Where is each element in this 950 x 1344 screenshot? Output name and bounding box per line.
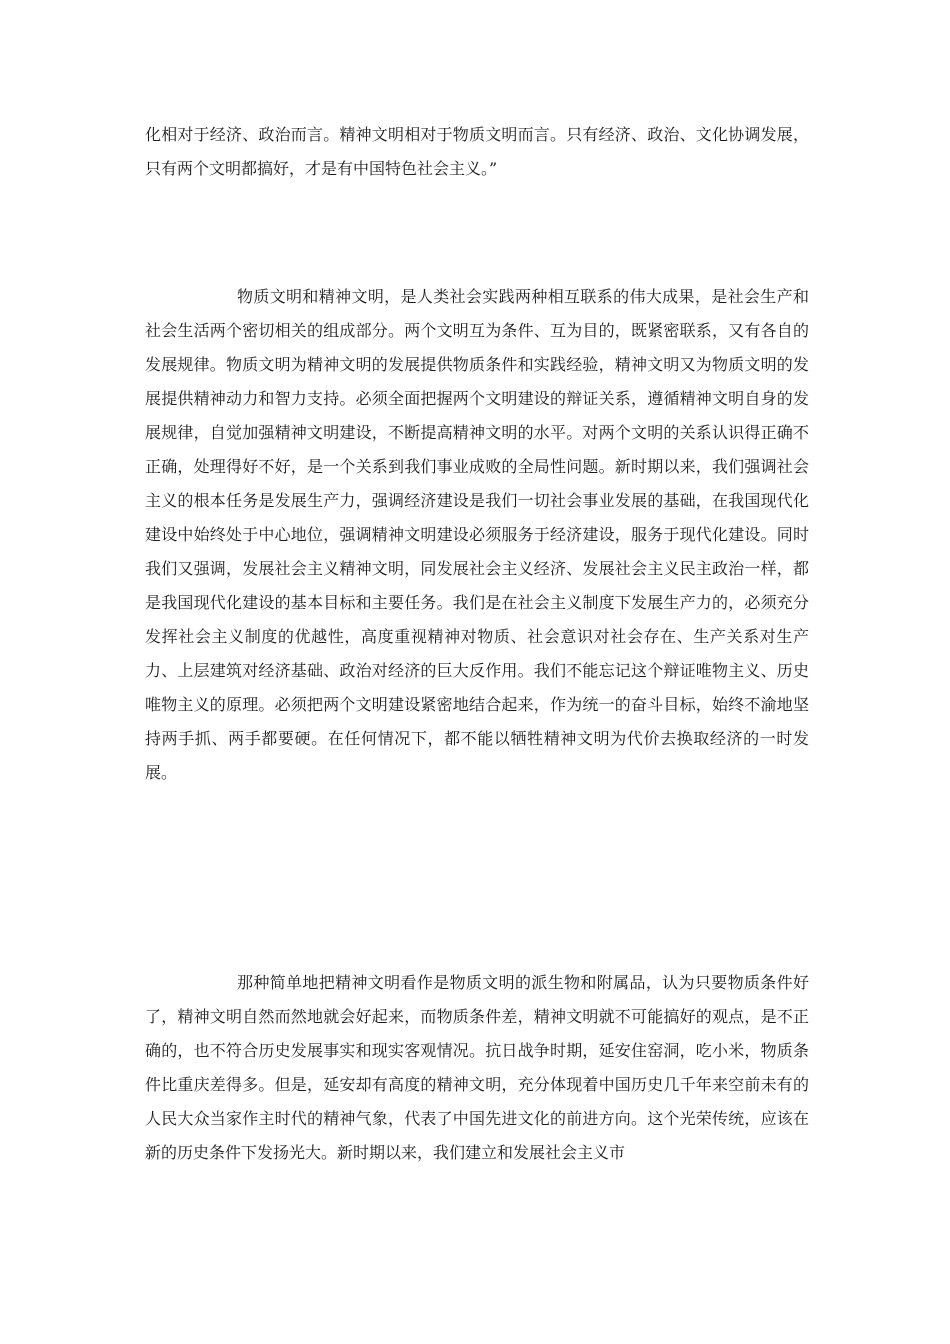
paragraph-continuation: 化相对于经济、政治而言。精神文明相对于物质文明而言。只有经济、政治、文化协调发展，只有两个文明都搞好，才是有中国特色社会主义。” — [145, 125, 809, 178]
paragraph-material-spiritual-civilization: 物质文明和精神文明，是人类社会实践两种相互联系的伟大成果，是社会生产和社会生活两个密切相关的组成部分。两个文明互为条件、互为目的，既紧密联系，又有各自的发展规律。物质文明为精神文明的发展提供物质条件和实践经验，精神文明又为物质文明的发展提供精神动力和智力支持。必须全面把握两个文明建设的辩证关系，遵循精神文明自身的发展规律，自觉加强精神文明建设，不断提高精神文明的水平。对两个文明的关系认识得正确不正确，处理得好不好，是一个关系到我们事业成败的全局性问题。新时期以来，我们强调社会主义的根本任务是发展生产力，强调经济建设是我们一切社会事业发展的基础，在我国现代化建设中始终处于中心地位，强调精神文明建设必须服务于经济建设，服务于现代化建设。同时我们又强调，发展社会主义精神文明，同发展社会主义经济、发展社会主义民主政治一样，都是我国现代化建设的基本目标和主要任务。我们是在社会主义制度下发展生产力的，必须充分发挥社会主义制度的优越性，高度重视精神对物质、社会意识对社会存在、生产关系对生产力、上层建筑对经济基础、政治对经济的巨大反作用。我们不能忘记这个辩证唯物主义、历史唯物主义的原理。必须把两个文明建设紧密地结合起来，作为统一的奋斗目标，始终不渝地坚持两手抓、两手都要硬。在任何情况下，都不能以牺牲精神文明为代价去换取经济的一时发展。 — [145, 287, 809, 782]
paragraph-yanan-example: 那种简单地把精神文明看作是物质文明的派生物和附属品，认为只要物质条件好了，精神文明自然而然地就会好起来，而物质条件差，精神文明就不可能搞好的观点，是不正确的，也不符合历史发展事实和现实客观情况。抗日战争时期，延安住窑洞，吃小米，物质条件比重庆差得多。但是，延安却有高度的精神文明，充分体现着中国历史几千年来空前未有的人民大众当家作主时代的精神气象，代表了中国先进文化的前进方向。这个光荣传统，应该在新的历史条件下发扬光大。新时期以来，我们建立和发展社会主义市 — [145, 973, 809, 1162]
